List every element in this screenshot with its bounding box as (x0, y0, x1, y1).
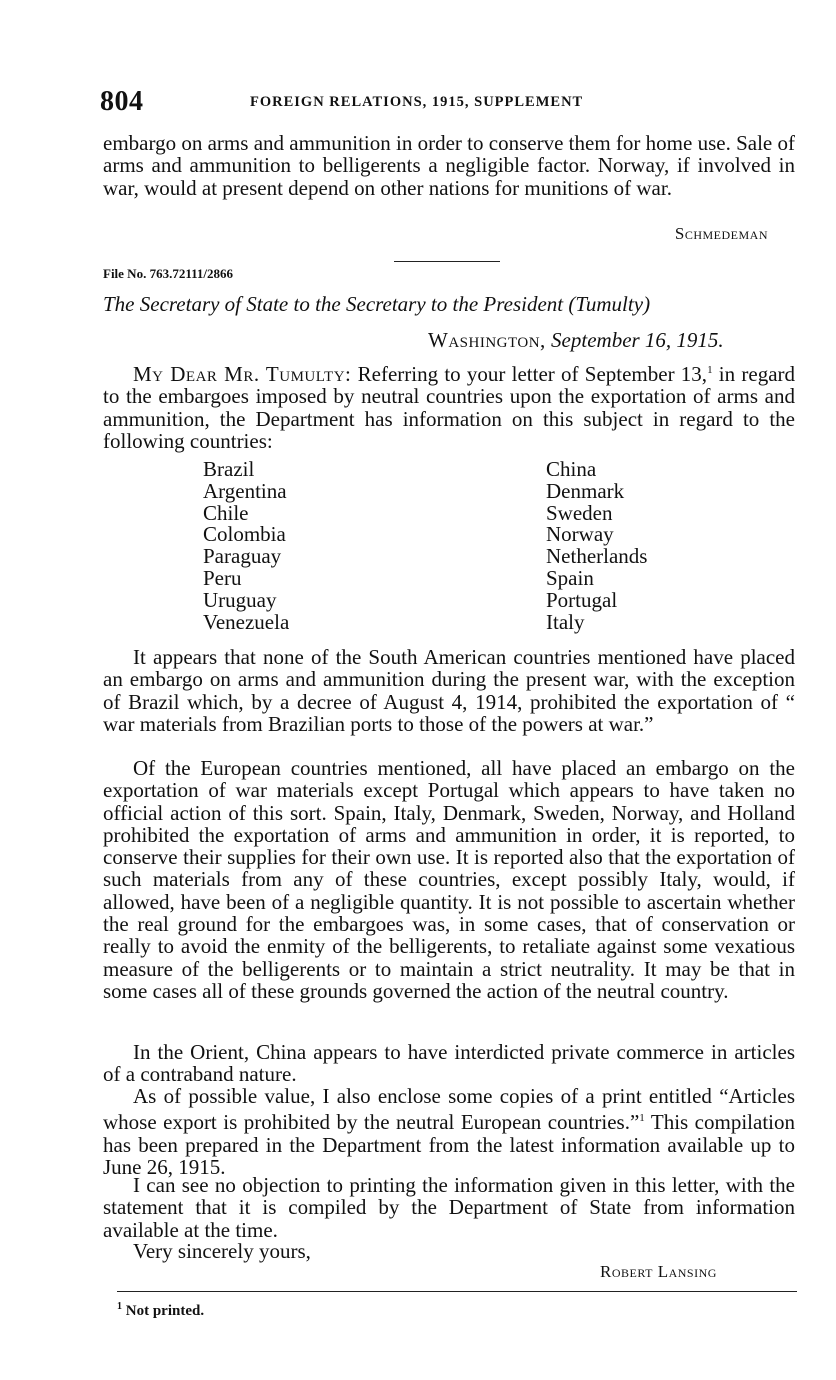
country-item: Norway (546, 522, 614, 547)
enclosure-text-start: As of possible value, I also enclose some copies of a print entitled “Articles whose export is prohibited by the neutral European countries.” (103, 1084, 795, 1135)
previous-document-text: embargo on arms and ammunition in order to conserve them for home use. Sale of arms and ammunition to belligerents a negligible factor. Norway, if involved in war, would at present depend on other nations for munitions of war. (103, 131, 795, 200)
letter-intro (103, 359, 795, 452)
country-item: Denmark (546, 478, 625, 503)
country-item: Paraguay (203, 544, 282, 569)
country-item: China (546, 457, 597, 481)
letter-signature: Robert Lansing (600, 1262, 717, 1281)
intro-text-end: in regard to the embargoes imposed by neutral countries upon the exportation of arms and ammunition, the Department has information on this subject in regard to the following countries: (103, 362, 796, 453)
intro-text-start: Referring to your letter of September 13, (357, 362, 708, 386)
country-item: Portugal (546, 587, 618, 612)
page-header (100, 86, 800, 120)
page-number: 804 (100, 86, 144, 117)
country-item: Brazil (203, 457, 255, 481)
heading-title: The Secretary of State to the Secretary to the President (103, 292, 564, 316)
dateline (428, 328, 724, 353)
country-item: Spain (546, 565, 594, 590)
country-item: Netherlands (546, 544, 648, 569)
country-item: Venezuela (203, 609, 290, 634)
previous-document-signature: Schmedeman (674, 224, 768, 243)
paragraph-south-america: It appears that none of the South American countries mentioned have placed an embargo on arms and ammunition during the present war, with the exception of Brazil which, by a decree of August 4, 1914, prohibited the exportation of “ war materials from Brazilian ports to those of the powers at war.” (103, 645, 795, 736)
paragraph-orient: In the Orient, China appears to have interdicted private commerce in articles of a contraband nature. (103, 1040, 795, 1087)
country-item: Colombia (203, 522, 286, 547)
footnote (117, 1301, 204, 1320)
file-number: File No. 763.72111/2866 (103, 266, 233, 281)
footnote-text: Not printed. (125, 1303, 205, 1319)
country-item: Peru (203, 565, 242, 590)
countries-right-column (546, 459, 647, 633)
dateline-date: September 16, 1915. (551, 328, 724, 352)
enclosure-footnote-marker: 1 (639, 1112, 645, 1125)
country-item: Sweden (546, 500, 613, 525)
intro-footnote-marker: 1 (707, 364, 713, 376)
heading-name: Tumulty (575, 292, 644, 316)
country-item: Chile (203, 500, 249, 525)
paragraph-enclosure (103, 1085, 795, 1178)
running-head: FOREIGN RELATIONS, 1915, SUPPLEMENT (250, 94, 584, 110)
country-item: Uruguay (203, 587, 277, 612)
paragraph-europe: Of the European countries mentioned, all have placed an embargo on the exportation of war materials except Portugal which appears to have taken no official action of this sort. Spain, Italy, Denmark, Sweden, Norway, and Holland prohibited the exportation of arms and ammunition in order, it is reported, to conserve their supplies for their own use. It is reported also that the exportation of such materials from any of these countries, except possibly Italy, would, if allowed, have been of a negligible quantity. It is not possible to ascertain whether the real ground for the embargoes was, in some cases, that of conservation or really to avoid the enmity of the belligerents, to retaliate against some vexatious measure of the belligerents or to maintain a strict neutrality. It may be that in some cases all of these grounds governed the action of the neutral country. (103, 756, 795, 1003)
enclosure-text-end: This compilation has been prepared in the Department from the latest information available up to June 26, 1915. (103, 1110, 795, 1179)
document-heading: The Secretary of State to the Secretary to the President (Tumulty) (103, 292, 651, 316)
country-item: Argentina (203, 478, 287, 503)
dateline-place: Washington, (428, 328, 546, 352)
footnote-rule (117, 1291, 797, 1292)
country-item: Italy (546, 609, 585, 634)
section-divider (394, 261, 500, 262)
closing: Very sincerely yours, (133, 1239, 311, 1263)
countries-left-column (203, 459, 289, 633)
footnote-marker: 1 (117, 1301, 122, 1312)
paragraph-printing: I can see no objection to printing the information given in this letter, with the statement that it is compiled by the Department of State from information available at the time. (103, 1173, 795, 1242)
salutation: My Dear Mr. Tumulty: (133, 362, 352, 386)
